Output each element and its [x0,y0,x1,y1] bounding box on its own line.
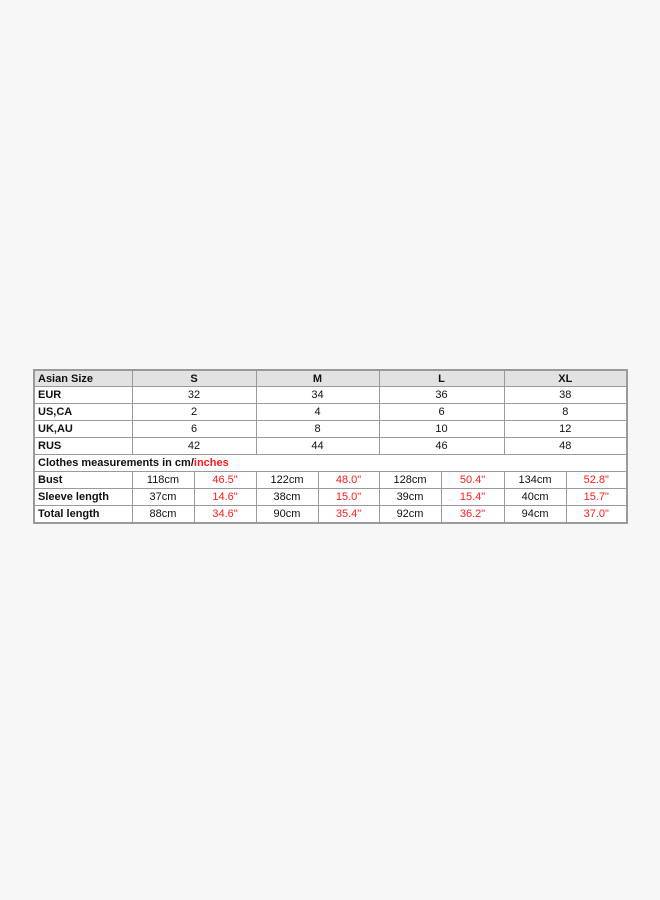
size-chart [33,369,628,524]
measurements-title-prefix: Clothes measurements in cm/ [38,457,194,469]
row-label: US,CA [34,404,132,421]
inch-cell: 14.6" [194,489,256,506]
measurements-title [34,455,627,472]
size-chart-table [33,369,628,524]
table-cell: 44 [256,438,379,455]
inch-cell: 15.0" [318,489,379,506]
table-cell: 46 [379,438,504,455]
table-row [34,489,627,506]
table-row [34,472,627,489]
measurements-title-suffix: inches [193,457,229,469]
row-label: Sleeve length [34,489,132,506]
cm-cell: 92cm [379,506,441,524]
table-cell: 34 [256,387,379,404]
cm-cell: 39cm [379,489,441,506]
table-row [34,438,627,455]
row-label: Bust [34,472,132,489]
row-label: EUR [34,387,132,404]
size-xl: XL [504,370,627,387]
table-cell: 4 [256,404,379,421]
table-row [34,404,627,421]
cm-cell: 40cm [504,489,566,506]
table-cell: 36 [379,387,504,404]
row-label: UK,AU [34,421,132,438]
table-cell: 6 [132,421,256,438]
table-row [34,387,627,404]
table-cell: 42 [132,438,256,455]
table-row [34,421,627,438]
header-label: Asian Size [34,370,132,387]
table-cell: 10 [379,421,504,438]
inch-cell: 34.6" [194,506,256,524]
cm-cell: 94cm [504,506,566,524]
cm-cell: 38cm [256,489,318,506]
cm-cell: 118cm [132,472,194,489]
inch-cell: 50.4" [441,472,504,489]
table-cell: 2 [132,404,256,421]
cm-cell: 128cm [379,472,441,489]
cm-cell: 37cm [132,489,194,506]
inch-cell: 15.4" [441,489,504,506]
size-header-row [34,370,627,387]
inch-cell: 35.4" [318,506,379,524]
cm-cell: 134cm [504,472,566,489]
row-label: Total length [34,506,132,524]
table-cell: 48 [504,438,627,455]
size-l: L [379,370,504,387]
inch-cell: 46.5" [194,472,256,489]
inch-cell: 15.7" [566,489,627,506]
table-cell: 12 [504,421,627,438]
cm-cell: 88cm [132,506,194,524]
cm-cell: 122cm [256,472,318,489]
table-cell: 8 [256,421,379,438]
inch-cell: 52.8" [566,472,627,489]
table-cell: 32 [132,387,256,404]
table-row [34,506,627,524]
inch-cell: 36.2" [441,506,504,524]
size-m: M [256,370,379,387]
cm-cell: 90cm [256,506,318,524]
row-label: RUS [34,438,132,455]
table-cell: 8 [504,404,627,421]
table-cell: 38 [504,387,627,404]
table-cell: 6 [379,404,504,421]
inch-cell: 48.0" [318,472,379,489]
measurements-title-row [34,455,627,472]
inch-cell: 37.0" [566,506,627,524]
size-s: S [132,370,256,387]
